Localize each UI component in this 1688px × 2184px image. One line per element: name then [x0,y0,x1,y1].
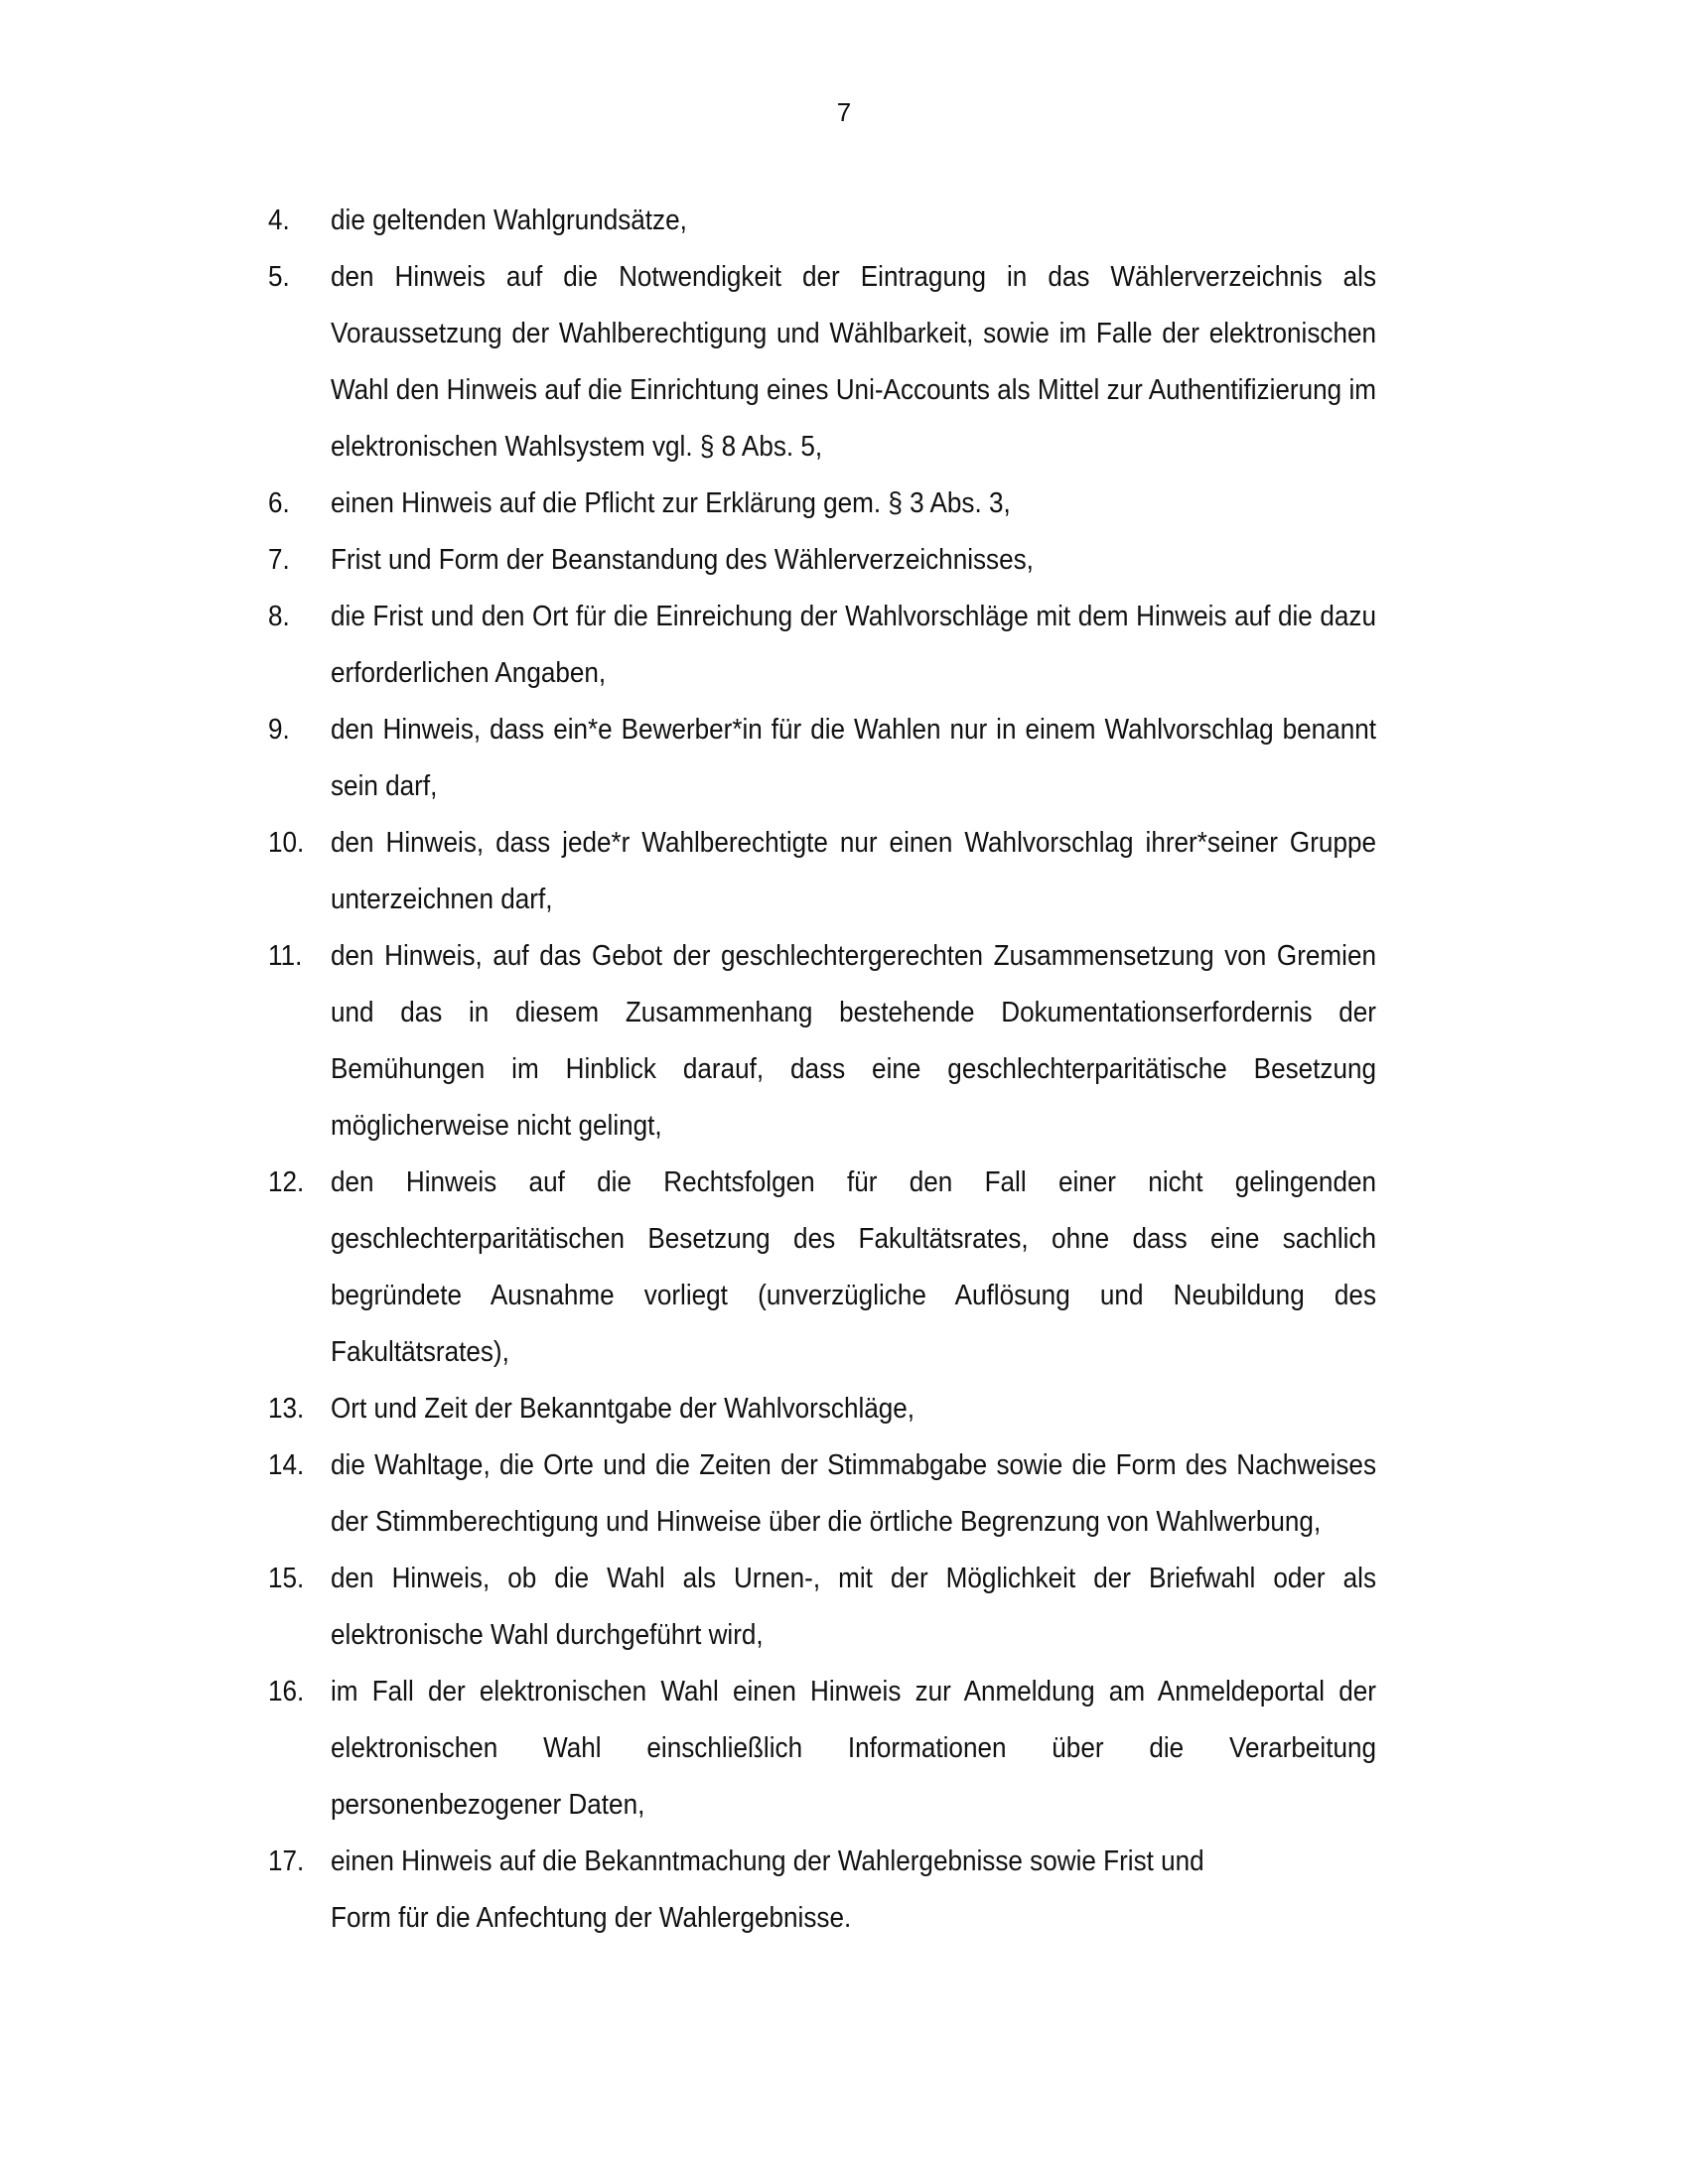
page-number: 7 [836,97,852,127]
item-number: 15. [268,1563,305,1594]
list-item-4 [268,193,1376,249]
item-number: 17. [268,1845,305,1877]
item-text: Frist und Form der Beanstandung des Wählerverzeichnisses, [331,544,1034,576]
list-item-14 [268,1437,1376,1551]
item-text-line: Form für die Anfechtung der Wahlergebnisse. [331,1902,852,1934]
item-text: die Wahltage, die Orte und die Zeiten der Stimmabgabe sowie die Form des Nachweises der Stimmberechtigung und Hinweise über die örtliche Begrenzung von Wahlwerbung, [331,1449,1376,1538]
list-item-11 [268,928,1376,1155]
item-text: den Hinweis, dass jede*r Wahlberechtigte nur einen Wahlvorschlag ihrer*seiner Gruppe unterzeichnen darf, [331,827,1376,915]
provision-list [268,193,1499,1947]
item-number: 9. [268,714,290,746]
item-text: den Hinweis, ob die Wahl als Urnen-, mit der Möglichkeit der Briefwahl oder als elektronische Wahl durchgeführt wird, [331,1563,1376,1651]
item-number: 13. [268,1393,305,1425]
item-number: 10. [268,827,305,859]
item-number: 12. [268,1166,305,1198]
item-text: den Hinweis, auf das Gebot der geschlechtergerechten Zusammensetzung von Gremien und das in diesem Zusammenhang bestehende Dokumentationserfordernis der Bemühungen im Hinblick darauf, dass eine geschlechterparitätische Besetzung möglicherweise nicht gelingt, [331,940,1376,1142]
list-item-16 [268,1664,1376,1834]
list-item-9 [268,702,1376,815]
item-number: 16. [268,1676,305,1707]
item-text: den Hinweis, dass ein*e Bewerber*in für die Wahlen nur in einem Wahlvorschlag benannt sein darf, [331,714,1376,802]
list-item-6 [268,476,1376,532]
item-number: 8. [268,601,290,632]
item-text: den Hinweis auf die Notwendigkeit der Eintragung in das Wählerverzeichnis als Voraussetzung der Wahlberechtigung und Wählbarkeit, sowie im Falle der elektronischen Wahl den Hinweis auf die Einrichtung eines Uni-Accounts als Mittel zur Authentifizierung im elektronischen Wahlsystem vgl. § 8 Abs. 5, [331,261,1376,463]
list-item-13 [268,1381,1376,1437]
item-number: 7. [268,544,290,576]
list-item-7 [268,532,1376,589]
item-text: die geltenden Wahlgrundsätze, [331,205,687,236]
item-text: Ort und Zeit der Bekanntgabe der Wahlvorschläge, [331,1393,915,1425]
list-item-12 [268,1155,1376,1381]
item-text-line: einen Hinweis auf die Bekanntmachung der Wahlergebnisse sowie Frist und [331,1845,1204,1877]
item-text: die Frist und den Ort für die Einreichung der Wahlvorschläge mit dem Hinweis auf die dazu erforderlichen Angaben, [331,601,1376,689]
item-number: 5. [268,261,290,293]
item-text [331,1834,1376,1947]
list-item-15 [268,1551,1376,1664]
item-number: 6. [268,487,290,519]
item-number: 14. [268,1449,305,1481]
list-item-10 [268,815,1376,928]
item-number: 11. [268,940,303,972]
item-text: einen Hinweis auf die Pflicht zur Erklärung gem. § 3 Abs. 3, [331,487,1011,519]
list-item-17 [268,1834,1376,1947]
list-item-8 [268,589,1376,702]
item-text: im Fall der elektronischen Wahl einen Hinweis zur Anmeldung am Anmeldeportal der elektronischen Wahl einschließlich Informationen über die Verarbeitung personenbezogener Daten, [331,1676,1376,1821]
item-text: den Hinweis auf die Rechtsfolgen für den Fall einer nicht gelingenden geschlechterparitätischen Besetzung des Fakultätsrates, ohne dass eine sachlich begründete Ausnahme vorliegt (unverzügliche Auflösung und Neubildung des Fakultätsrates), [331,1166,1376,1368]
list-item-5 [268,249,1376,476]
item-number: 4. [268,205,290,236]
